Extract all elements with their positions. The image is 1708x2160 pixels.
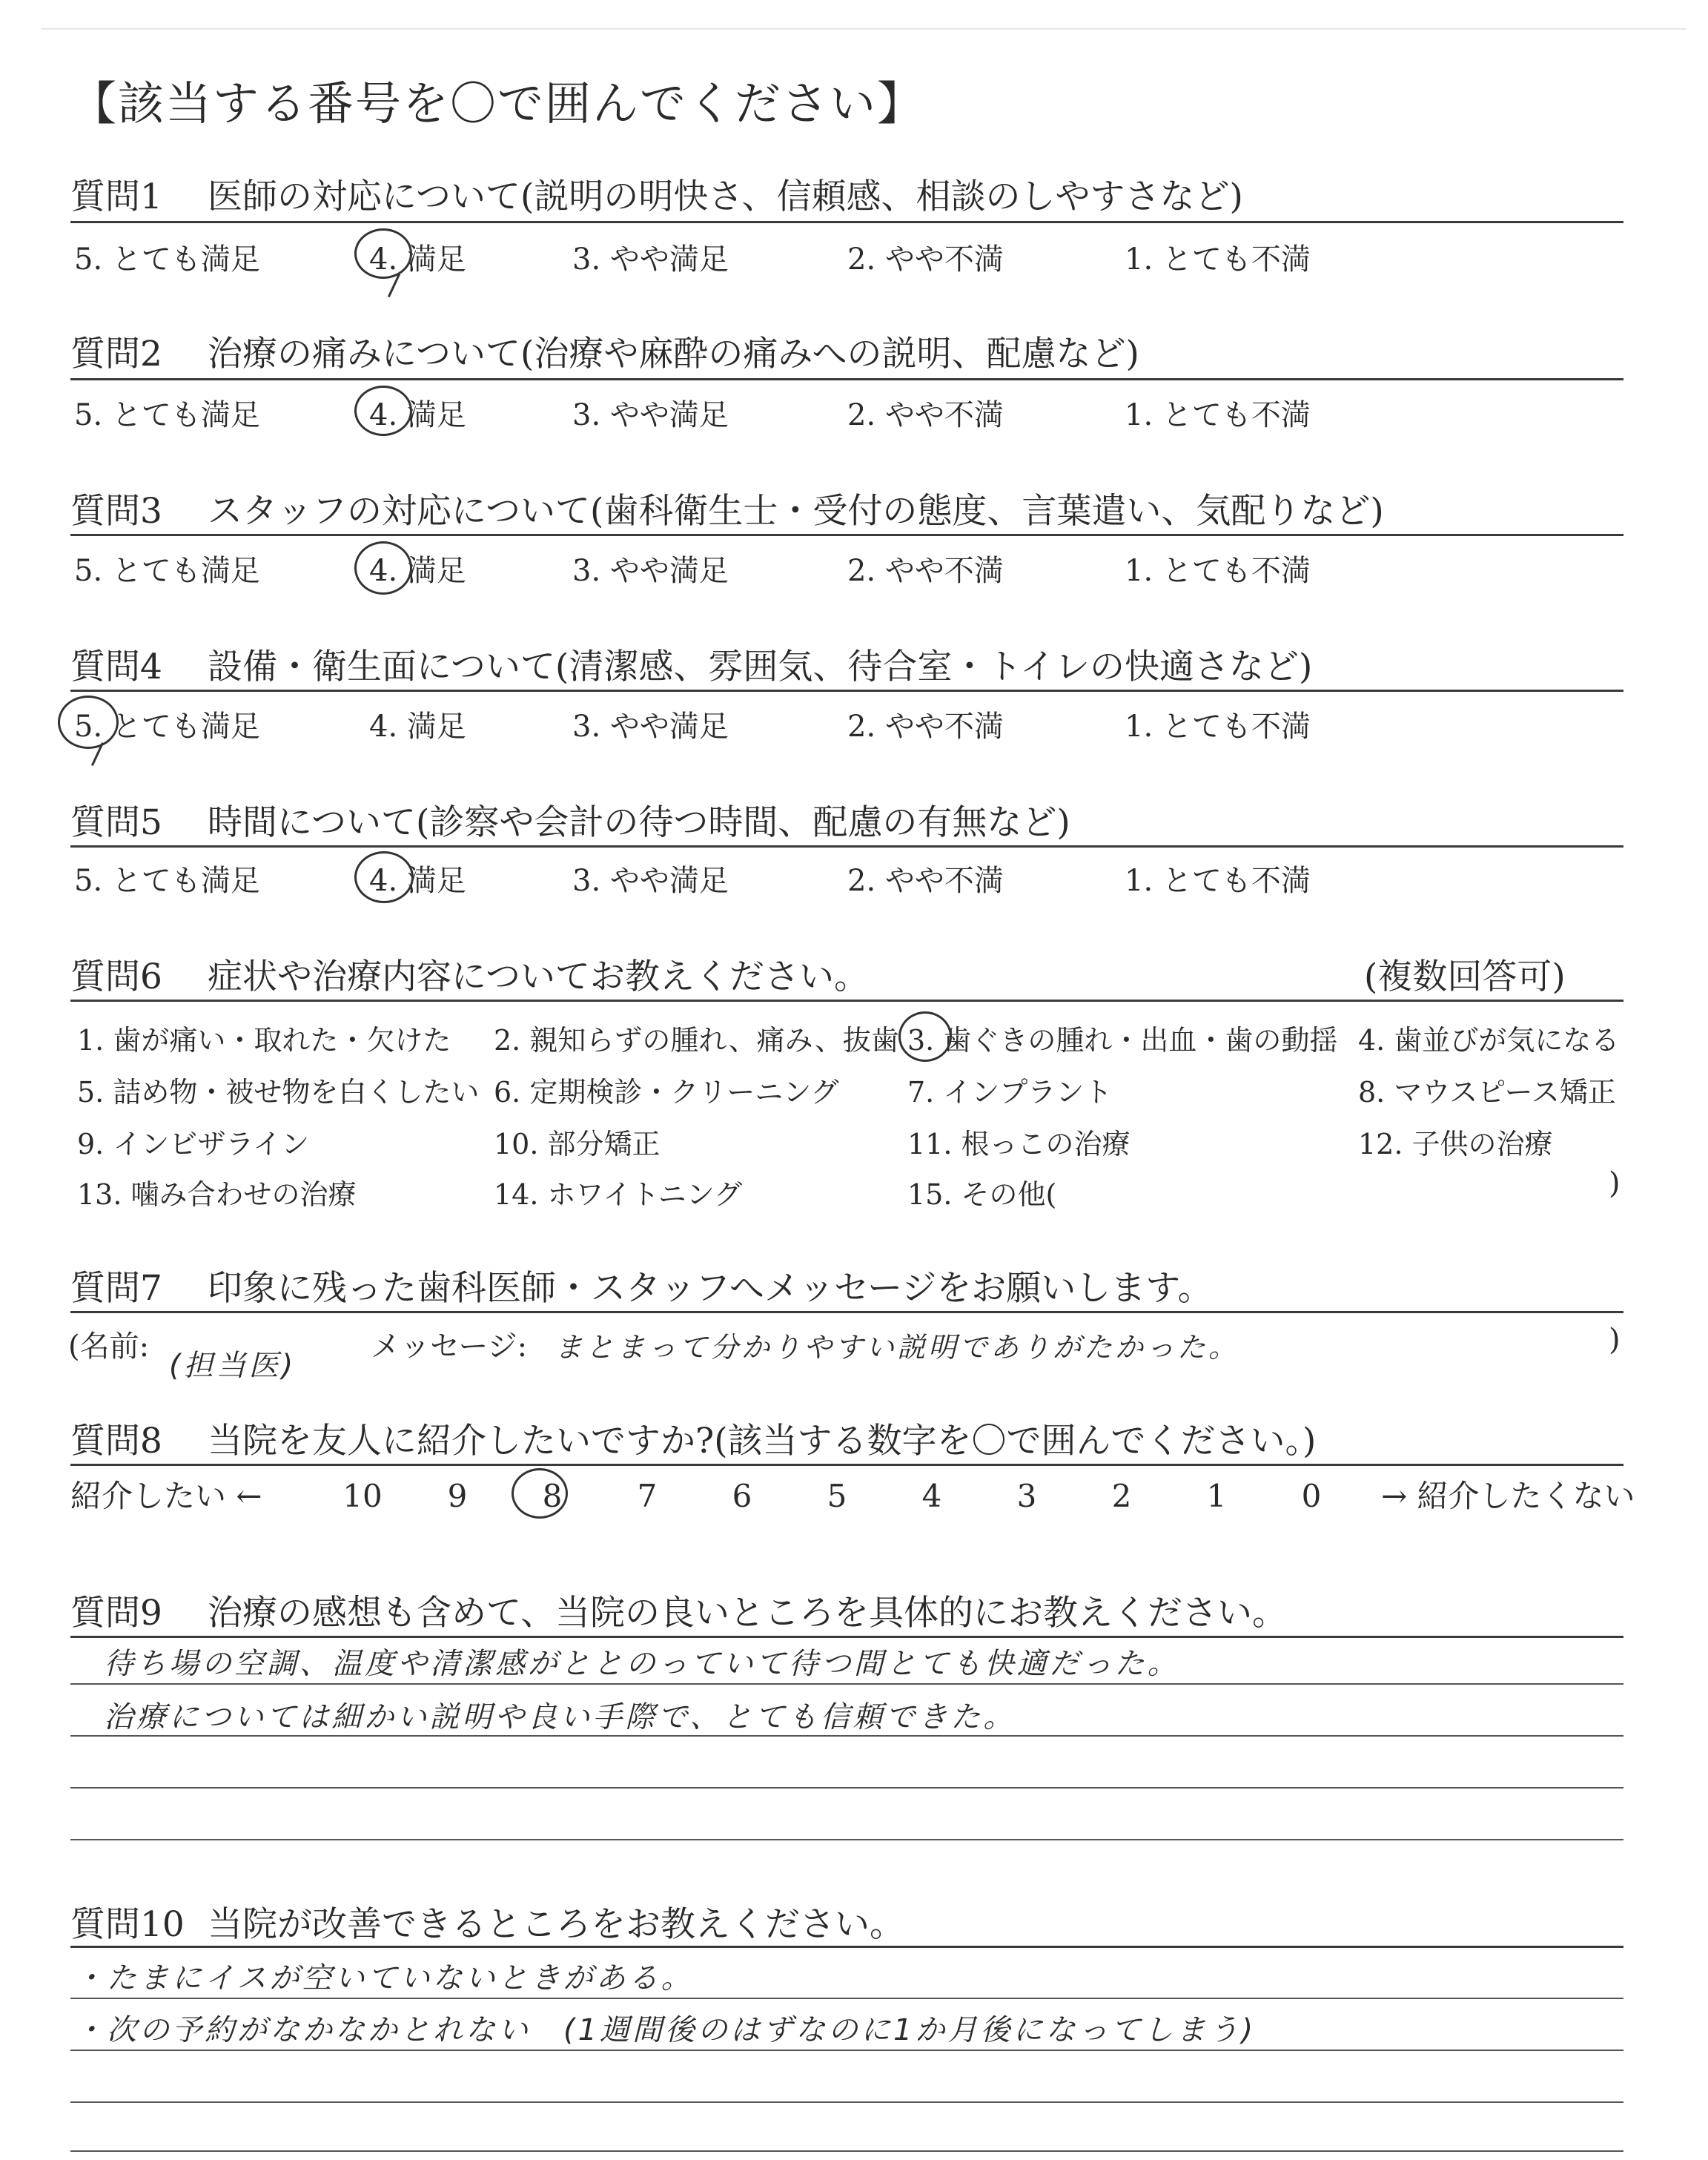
q6-item-9[interactable]: 9. インビザライン bbox=[77, 1128, 310, 1160]
question-2 bbox=[70, 326, 1139, 376]
question-2-number: 質問2 bbox=[70, 334, 162, 374]
q7-message-value[interactable]: まとまって分かりやすい説明でありがたかった。 bbox=[555, 1331, 1240, 1364]
q10-answer-rule-1 bbox=[70, 1998, 1623, 1999]
q4-selection-circle bbox=[58, 696, 119, 749]
q6-item-13[interactable]: 13. 噛み合わせの治療 bbox=[77, 1178, 357, 1211]
question-1-rule bbox=[70, 221, 1623, 223]
scale-0[interactable]: 0 bbox=[1301, 1478, 1322, 1514]
question-1-text: 医師の対応について(説明の明快さ、信頼感、相談のしやすさなど) bbox=[208, 176, 1243, 217]
q6-item-14[interactable]: 14. ホワイトニング bbox=[494, 1178, 743, 1211]
q4-option-3[interactable]: 3. やや満足 bbox=[572, 710, 729, 744]
q7-close-paren: ) bbox=[1609, 1323, 1621, 1357]
question-2-rule bbox=[70, 378, 1623, 380]
q6-item-12[interactable]: 12. 子供の治療 bbox=[1358, 1128, 1553, 1160]
q10-answer-rule-3 bbox=[70, 2101, 1623, 2103]
question-4 bbox=[70, 639, 1312, 689]
q6-other-close-paren: ) bbox=[1609, 1166, 1621, 1200]
q3-selection-circle bbox=[354, 541, 412, 595]
top-border bbox=[41, 28, 1687, 30]
q6-item-2[interactable]: 2. 親知らずの腫れ、痛み、抜歯 bbox=[494, 1024, 899, 1057]
scale-6[interactable]: 6 bbox=[732, 1478, 752, 1514]
question-10-text: 当院が改善できるところをお教えください。 bbox=[208, 1904, 904, 1945]
q6-item-15[interactable]: 15. その他( bbox=[907, 1178, 1057, 1211]
scale-9[interactable]: 9 bbox=[447, 1478, 468, 1514]
question-7-number: 質問7 bbox=[70, 1268, 162, 1309]
question-7-text: 印象に残った歯科医師・スタッフへメッセージをお願いします。 bbox=[208, 1268, 1213, 1309]
q6-item-3[interactable]: 3. 歯ぐきの腫れ・出血・歯の動揺 bbox=[907, 1024, 1338, 1057]
question-2-text: 治療の痛みについて(治療や麻酔の痛みへの説明、配慮など) bbox=[208, 334, 1139, 374]
question-5-text: 時間について(診察や会計の待つ時間、配慮の有無など) bbox=[208, 802, 1070, 843]
question-4-number: 質問4 bbox=[70, 647, 162, 687]
q4-option-1[interactable]: 1. とても不満 bbox=[1125, 710, 1311, 744]
question-6-text: 症状や治療内容についてお教えください。 bbox=[208, 957, 870, 997]
q1-option-5[interactable]: 5. とても満足 bbox=[74, 242, 260, 277]
question-3-number: 質問3 bbox=[70, 491, 162, 532]
question-10-rule bbox=[70, 1946, 1623, 1948]
q6-item-5[interactable]: 5. 詰め物・被せ物を白くしたい bbox=[77, 1076, 480, 1109]
question-8-text: 当院を友人に紹介したいですか?(該当する数字を〇で囲んでください。) bbox=[208, 1421, 1317, 1462]
q5-selection-circle bbox=[354, 851, 414, 903]
scale-left-label: 紹介したい ← bbox=[70, 1478, 262, 1514]
scale-10[interactable]: 10 bbox=[342, 1478, 383, 1514]
q2-option-4[interactable]: 4. 満足 bbox=[369, 398, 466, 432]
q6-item-7[interactable]: 7. インプラント bbox=[907, 1076, 1113, 1109]
question-3 bbox=[70, 483, 1384, 533]
q1-option-1[interactable]: 1. とても不満 bbox=[1125, 242, 1311, 277]
q2-option-3[interactable]: 3. やや満足 bbox=[572, 398, 729, 432]
question-1 bbox=[70, 169, 1243, 219]
scale-2[interactable]: 2 bbox=[1111, 1478, 1132, 1514]
q10-answer-rule-2 bbox=[70, 2050, 1623, 2051]
q5-option-4[interactable]: 4. 満足 bbox=[369, 864, 466, 898]
q9-answer-line-1[interactable]: 待ち場の空調、温度や清潔感がととのっていて待つ間とても快適だった。 bbox=[104, 1647, 1180, 1681]
recommend-scale bbox=[70, 1472, 1635, 1516]
q9-answer-rule-2 bbox=[70, 1735, 1623, 1737]
q6-item-1[interactable]: 1. 歯が痛い・取れた・欠けた bbox=[77, 1024, 451, 1057]
scale-4[interactable]: 4 bbox=[921, 1478, 942, 1514]
question-7-rule bbox=[70, 1311, 1623, 1313]
q3-option-5[interactable]: 5. とても満足 bbox=[74, 554, 260, 588]
question-6 bbox=[70, 949, 869, 999]
question-7 bbox=[70, 1261, 1212, 1310]
question-9-rule bbox=[70, 1636, 1623, 1638]
question-9-text: 治療の感想も含めて、当院の良いところを具体的にお教えください。 bbox=[208, 1593, 1288, 1634]
question-8 bbox=[70, 1413, 1316, 1463]
q2-selection-circle bbox=[354, 386, 412, 436]
q1-option-2[interactable]: 2. やや不満 bbox=[847, 242, 1004, 277]
q1-option-3[interactable]: 3. やや満足 bbox=[572, 242, 729, 277]
q8-selection-circle bbox=[512, 1468, 568, 1519]
scale-5[interactable]: 5 bbox=[827, 1478, 847, 1514]
q9-answer-rule-3 bbox=[70, 1787, 1623, 1789]
q1-option-4[interactable]: 4. 満足 bbox=[369, 242, 466, 277]
question-10-number: 質問10 bbox=[70, 1904, 185, 1945]
q7-name-label: (名前: bbox=[68, 1330, 150, 1364]
q6-selection-circle bbox=[898, 1011, 952, 1062]
q5-option-5[interactable]: 5. とても満足 bbox=[74, 864, 260, 898]
page-heading: 【該当する番号を〇で囲んでください】 bbox=[70, 76, 925, 131]
q6-item-6[interactable]: 6. 定期検診・クリーニング bbox=[494, 1076, 839, 1109]
q4-option-2[interactable]: 2. やや不満 bbox=[847, 710, 1004, 744]
question-3-rule bbox=[70, 534, 1623, 536]
scale-7[interactable]: 7 bbox=[637, 1478, 658, 1514]
q6-item-4[interactable]: 4. 歯並びが気になる bbox=[1358, 1024, 1620, 1057]
q1-selection-circle bbox=[354, 228, 412, 279]
q5-option-2[interactable]: 2. やや不満 bbox=[847, 864, 1004, 898]
question-9 bbox=[70, 1585, 1287, 1635]
q5-option-3[interactable]: 3. やや満足 bbox=[572, 864, 729, 898]
scale-1[interactable]: 1 bbox=[1206, 1478, 1227, 1514]
q10-answer-rule-4 bbox=[70, 2150, 1623, 2152]
q3-option-1[interactable]: 1. とても不満 bbox=[1125, 554, 1311, 588]
q2-option-1[interactable]: 1. とても不満 bbox=[1125, 398, 1311, 432]
q4-option-5[interactable]: 5. とても満足 bbox=[74, 710, 260, 744]
q10-answer-line-2[interactable]: ・次の予約がなかなかとれない (1週間後のはずなのに1か月後になってしまう) bbox=[74, 2013, 1257, 2047]
q9-answer-rule-4 bbox=[70, 1839, 1623, 1840]
question-1-number: 質問1 bbox=[70, 176, 162, 217]
q6-item-11[interactable]: 11. 根っこの治療 bbox=[907, 1128, 1131, 1160]
question-5-number: 質問5 bbox=[70, 802, 162, 843]
q3-option-4[interactable]: 4. 満足 bbox=[369, 554, 466, 588]
q6-item-8[interactable]: 8. マウスピース矯正 bbox=[1358, 1076, 1616, 1109]
scale-8[interactable]: 8 bbox=[542, 1478, 563, 1514]
q7-name-value[interactable]: (担当医) bbox=[169, 1349, 297, 1383]
question-5 bbox=[70, 795, 1070, 845]
question-8-number: 質問8 bbox=[70, 1421, 162, 1462]
question-6-rule bbox=[70, 1000, 1623, 1002]
question-6-number: 質問6 bbox=[70, 957, 162, 997]
question-10 bbox=[70, 1897, 904, 1946]
q2-option-5[interactable]: 5. とても満足 bbox=[74, 398, 260, 432]
q3-option-2[interactable]: 2. やや不満 bbox=[847, 554, 1004, 588]
question-4-rule bbox=[70, 690, 1623, 692]
q10-answer-line-1[interactable]: ・たまにイスが空いていないときがある。 bbox=[74, 1961, 694, 1995]
q4-option-4[interactable]: 4. 満足 bbox=[369, 710, 466, 744]
q9-answer-rule-1 bbox=[70, 1683, 1623, 1685]
question-4-text: 設備・衛生面について(清潔感、雰囲気、待合室・トイレの快適さなど) bbox=[208, 647, 1313, 687]
scale-right-label: → 紹介したくない bbox=[1381, 1478, 1635, 1514]
question-8-rule bbox=[70, 1464, 1623, 1466]
question-3-text: スタッフの対応について(歯科衛生士・受付の態度、言葉遣い、気配りなど) bbox=[208, 491, 1384, 532]
q3-option-3[interactable]: 3. やや満足 bbox=[572, 554, 729, 588]
q6-item-10[interactable]: 10. 部分矯正 bbox=[494, 1128, 661, 1160]
question-6-note: (複数回答可) bbox=[1364, 957, 1566, 997]
q5-option-1[interactable]: 1. とても不満 bbox=[1125, 864, 1311, 898]
scale-3[interactable]: 3 bbox=[1016, 1478, 1037, 1514]
q7-message-label: メッセージ: bbox=[371, 1330, 528, 1364]
q2-option-2[interactable]: 2. やや不満 bbox=[847, 398, 1004, 432]
q9-answer-line-2[interactable]: 治療については細かい説明や良い手際で、とても信頼できた。 bbox=[104, 1700, 1016, 1734]
question-9-number: 質問9 bbox=[70, 1593, 162, 1634]
question-5-rule bbox=[70, 845, 1623, 848]
